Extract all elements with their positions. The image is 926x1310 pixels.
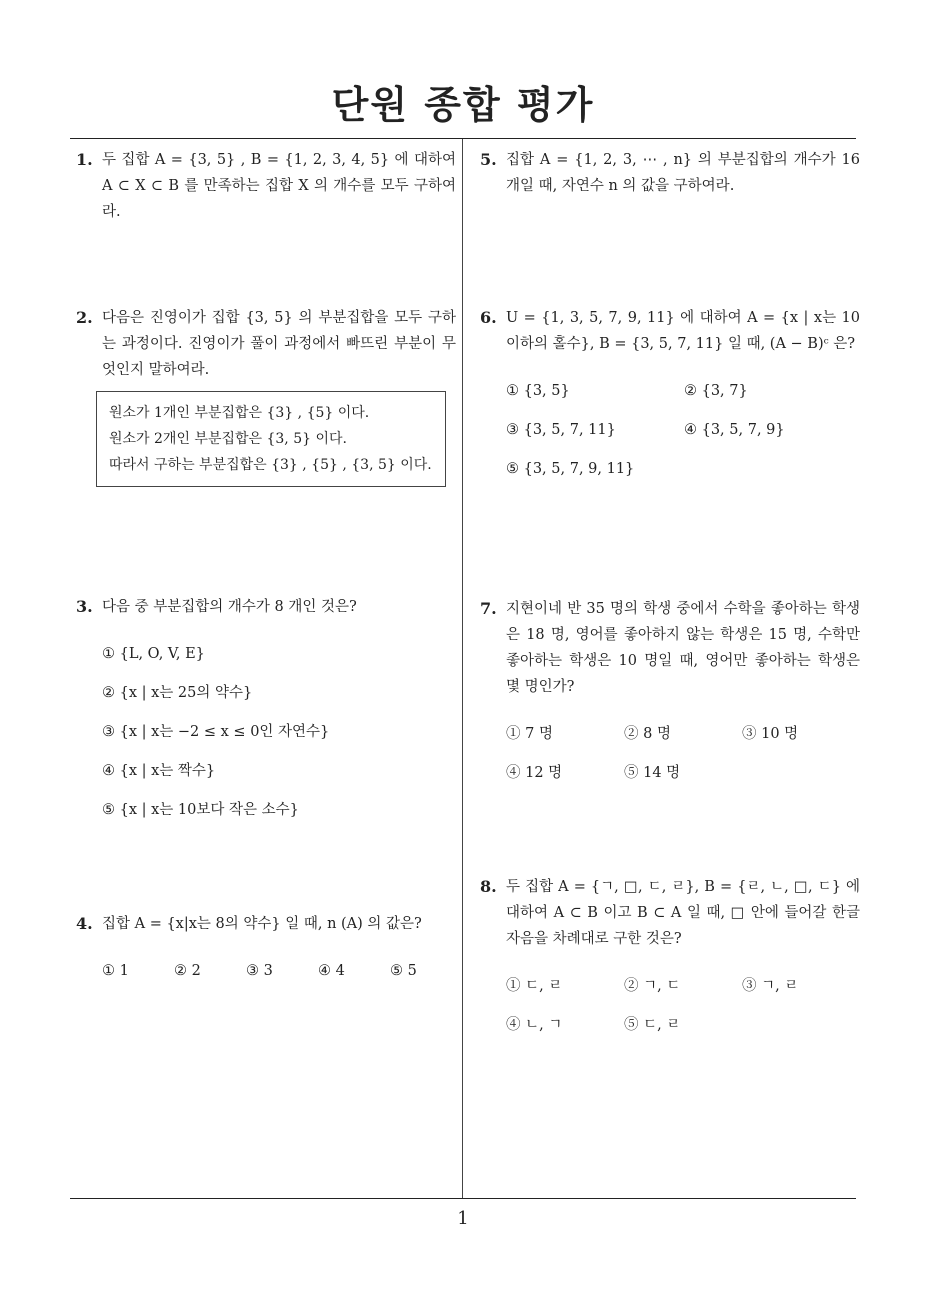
question-1 bbox=[76, 147, 456, 225]
option-2[interactable]: ② 2 bbox=[174, 962, 201, 979]
question-text: 두 집합 A = {3, 5} , B = {1, 2, 3, 4, 5} 에 대하여 A ⊂ X ⊂ B 를 만족하는 집합 X 의 개수를 모두 구하여라. bbox=[102, 152, 456, 220]
column-divider bbox=[462, 139, 463, 1198]
solution-box bbox=[96, 391, 446, 487]
answer-options bbox=[506, 966, 860, 1044]
question-text: 지현이네 반 35 명의 학생 중에서 수학을 좋아하는 학생은 18 명, 영어를 좋아하지 않는 학생은 15 명, 수학만 좋아하는 학생은 10 명일 때, 영어만 좋아하는 학생은 몇 명인가? bbox=[506, 601, 860, 695]
top-rule bbox=[70, 138, 856, 139]
answer-options bbox=[506, 371, 860, 488]
question-number: 5. bbox=[480, 150, 497, 169]
option-5[interactable]: ⑤ ㄷ, ㄹ bbox=[624, 1016, 681, 1033]
question-number: 2. bbox=[76, 308, 93, 327]
answer-options bbox=[102, 951, 456, 990]
page-number: 1 bbox=[457, 1208, 469, 1229]
question-4 bbox=[76, 911, 456, 990]
option-1[interactable]: ① 1 bbox=[102, 962, 129, 979]
option-5[interactable]: ⑤ 5 bbox=[390, 962, 417, 979]
question-text: 두 집합 A = {ㄱ, □, ㄷ, ㄹ}, B = {ㄹ, ㄴ, □, ㄷ} 에 대하여 A ⊂ B 이고 B ⊂ A 일 때, □ 안에 들어갈 한글 자음을 차례대로 구한 것은? bbox=[506, 879, 860, 947]
question-8 bbox=[480, 874, 860, 1044]
question-text: U = {1, 3, 5, 7, 9, 11} 에 대하여 A = {x | x는 10이하의 홀수}, B = {3, 5, 7, 11} 일 때, (A − B)ᶜ 은? bbox=[506, 310, 860, 352]
solution-line: 원소가 2개인 부분집합은 {3, 5} 이다. bbox=[109, 431, 347, 447]
option-2[interactable]: ② 8 명 bbox=[624, 725, 671, 742]
answer-options bbox=[102, 634, 456, 829]
question-text: 다음은 진영이가 집합 {3, 5} 의 부분집합을 모두 구하는 과정이다. 진영이가 풀이 과정에서 빠뜨린 부분이 무엇인지 말하여라. bbox=[102, 310, 456, 378]
option-3[interactable]: ③ 10 명 bbox=[742, 725, 799, 742]
option-4[interactable]: ④ 12 명 bbox=[506, 764, 563, 781]
question-text: 집합 A = {1, 2, 3, ⋯ , n} 의 부분집합의 개수가 16 개일 때, 자연수 n 의 값을 구하여라. bbox=[506, 152, 860, 194]
option-1[interactable]: ① 7 명 bbox=[506, 725, 553, 742]
option-4[interactable]: ④ 4 bbox=[318, 962, 345, 979]
option-4[interactable]: ④ ㄴ, ㄱ bbox=[506, 1016, 563, 1033]
question-number: 6. bbox=[480, 308, 497, 327]
option-2[interactable]: ② {x | x는 25의 약수} bbox=[102, 684, 253, 701]
option-1[interactable]: ① {3, 5} bbox=[506, 382, 570, 399]
option-2[interactable]: ② {3, 7} bbox=[684, 382, 748, 399]
option-3[interactable]: ③ {x | x는 −2 ≤ x ≤ 0인 자연수} bbox=[102, 723, 330, 740]
question-text: 집합 A = {x|x는 8의 약수} 일 때, n (A) 의 값은? bbox=[102, 916, 422, 932]
option-2[interactable]: ② ㄱ, ㄷ bbox=[624, 977, 681, 994]
option-5[interactable]: ⑤ {x | x는 10보다 작은 소수} bbox=[102, 801, 299, 818]
answer-options bbox=[506, 714, 860, 792]
option-4[interactable]: ④ {x | x는 짝수} bbox=[102, 762, 216, 779]
question-7 bbox=[480, 596, 860, 792]
question-number: 1. bbox=[76, 150, 93, 169]
option-1[interactable]: ① ㄷ, ㄹ bbox=[506, 977, 563, 994]
question-number: 8. bbox=[480, 877, 497, 896]
option-5[interactable]: ⑤ 14 명 bbox=[624, 764, 681, 781]
option-3[interactable]: ③ 3 bbox=[246, 962, 273, 979]
solution-line: 따라서 구하는 부분집합은 {3} , {5} , {3, 5} 이다. bbox=[109, 457, 432, 473]
question-2 bbox=[76, 305, 456, 487]
question-number: 7. bbox=[480, 599, 497, 618]
option-4[interactable]: ④ {3, 5, 7, 9} bbox=[684, 421, 785, 438]
question-number: 3. bbox=[76, 597, 93, 616]
option-1[interactable]: ① {L, O, V, E} bbox=[102, 645, 205, 662]
question-3 bbox=[76, 594, 456, 829]
question-6 bbox=[480, 305, 860, 488]
page-title: 단원 종합 평가 bbox=[331, 83, 595, 127]
question-5 bbox=[480, 147, 860, 199]
question-number: 4. bbox=[76, 914, 93, 933]
question-text: 다음 중 부분집합의 개수가 8 개인 것은? bbox=[102, 599, 357, 615]
option-3[interactable]: ③ ㄱ, ㄹ bbox=[742, 977, 799, 994]
bottom-rule bbox=[70, 1198, 856, 1199]
solution-line: 원소가 1개인 부분집합은 {3} , {5} 이다. bbox=[109, 405, 370, 421]
option-3[interactable]: ③ {3, 5, 7, 11} bbox=[506, 421, 616, 438]
option-5[interactable]: ⑤ {3, 5, 7, 9, 11} bbox=[506, 460, 635, 477]
